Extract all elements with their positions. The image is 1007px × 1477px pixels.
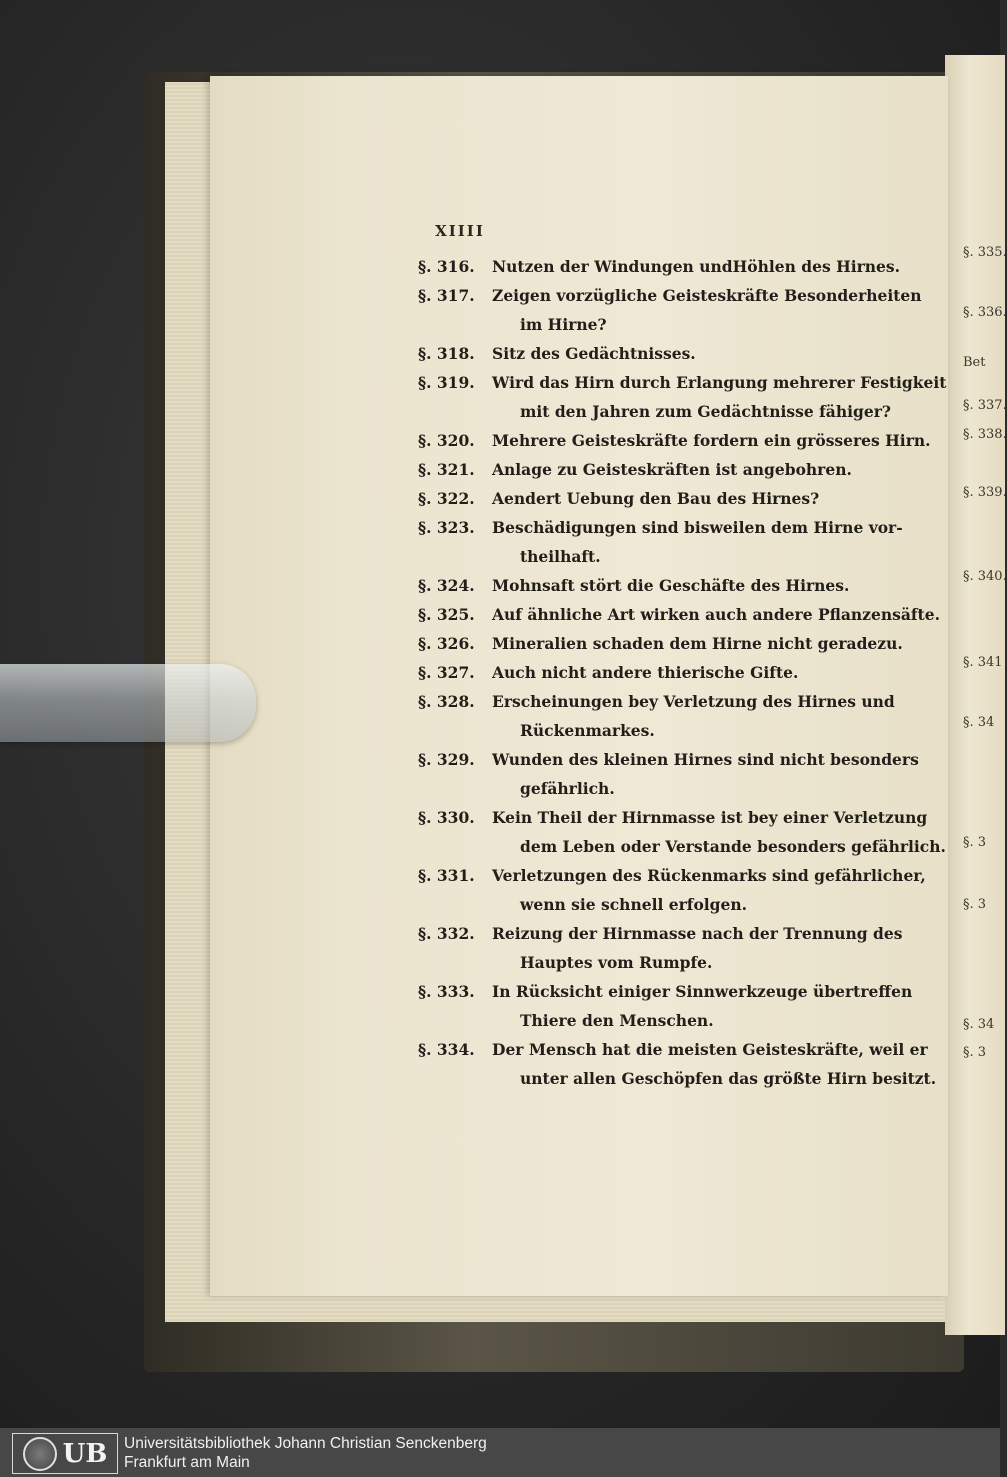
section-title: [492, 455, 888, 484]
facing-page-fragment: §. 34: [963, 1017, 995, 1032]
section-title-line: Reizung der Hirnmasse nach der Trennung des: [492, 924, 903, 943]
toc-entry: [418, 803, 946, 861]
facing-page-fragment: §. 339.: [963, 485, 1007, 500]
section-title-line: Erscheinungen bey Verletzung des Hirnes und: [492, 692, 895, 711]
facing-page-fragment: §. 3: [963, 1045, 987, 1060]
section-title-line: Der Mensch hat die meisten Geisteskräfte, weil er: [492, 1040, 928, 1059]
section-title-line: theilhaft.: [520, 547, 601, 566]
toc-entry: [418, 977, 913, 1035]
toc-entry: [418, 281, 922, 339]
section-number: §. 322.: [418, 489, 475, 508]
toc-entry: [418, 368, 947, 426]
section-title-line: Anlage zu Geisteskräften ist angebohren.: [492, 460, 852, 479]
toc-entry: [418, 252, 901, 281]
toc-entry: [418, 426, 931, 455]
section-title: [492, 339, 888, 368]
section-title: [492, 977, 912, 1035]
table-of-contents: [418, 252, 947, 1093]
section-title-line: Sitz des Gedächtnisses.: [492, 344, 696, 363]
section-title: [492, 919, 902, 977]
section-number: §. 318.: [418, 344, 475, 363]
section-title-line: Auch nicht andere thierische Gifte.: [492, 663, 799, 682]
section-title-line: unter allen Geschöpfen das größte Hirn besitzt.: [520, 1069, 937, 1088]
toc-entry: [418, 513, 903, 571]
section-number: §. 317.: [418, 286, 475, 305]
toc-entry: [418, 687, 895, 745]
section-title: [492, 426, 931, 455]
section-number: §. 320.: [418, 431, 475, 450]
facing-page-fragment: §. 3: [963, 835, 987, 850]
toc-entry: [418, 1035, 937, 1093]
section-title-line: Auf ähnliche Art wirken auch andere Pflanzensäfte.: [492, 605, 940, 624]
toc-entry: [418, 629, 903, 658]
glass-page-weight: [0, 664, 256, 742]
seal-icon: [23, 1437, 57, 1471]
facing-page-fragment: §. 337.: [963, 398, 1007, 413]
facing-page-fragment: §. 340.: [963, 569, 1007, 584]
section-number: §. 316.: [418, 257, 475, 276]
section-title: [492, 484, 888, 513]
facing-page-fragment: §. 341: [963, 655, 1003, 670]
section-number: §. 324.: [418, 576, 475, 595]
section-number: §. 327.: [418, 663, 475, 682]
section-number: §. 319.: [418, 373, 475, 392]
toc-entry: [418, 658, 888, 687]
section-title: [492, 600, 940, 629]
section-title: [492, 571, 888, 600]
section-number: §. 334.: [418, 1040, 475, 1059]
library-name-line2: Frankfurt am Main: [124, 1454, 250, 1471]
toc-entry: [418, 919, 903, 977]
section-title: [492, 252, 900, 281]
section-number: §. 328.: [418, 692, 475, 711]
section-title-line: Rückenmarkes.: [520, 721, 655, 740]
page-number-header: XIIII: [435, 222, 485, 240]
library-logo: [12, 1433, 118, 1474]
section-title-line: In Rücksicht einiger Sinnwerkzeuge übertreffen: [492, 982, 913, 1001]
section-title-line: Mohnsaft stört die Geschäfte des Hirnes.: [492, 576, 850, 595]
logo-text: UB: [62, 1438, 108, 1469]
section-title-line: Hauptes vom Rumpfe.: [520, 953, 713, 972]
section-title-line: Wunden des kleinen Hirnes sind nicht besonders: [492, 750, 919, 769]
section-number: §. 326.: [418, 634, 475, 653]
section-title: [492, 687, 895, 745]
section-title: [492, 629, 903, 658]
section-title-line: Mehrere Geisteskräfte fordern ein grösseres Hirn.: [492, 431, 931, 450]
facing-page-edge: [945, 55, 1005, 1335]
section-number: §. 325.: [418, 605, 475, 624]
section-title-line: Beschädigungen sind bisweilen dem Hirne vor-: [492, 518, 903, 537]
section-number: §. 331.: [418, 866, 475, 885]
section-title-line: Wird das Hirn durch Erlangung mehrerer Festigkeit: [492, 373, 947, 392]
facing-page-fragment: §. 34: [963, 715, 995, 730]
section-title: [492, 803, 946, 861]
section-title: [492, 658, 888, 687]
section-title-line: Verletzungen des Rückenmarks sind gefährlicher,: [492, 866, 926, 885]
section-number: §. 330.: [418, 808, 475, 827]
facing-page-fragment: Bet: [963, 355, 986, 370]
section-title: [492, 861, 926, 919]
toc-entry: [418, 455, 888, 484]
toc-entry: [418, 571, 888, 600]
section-title-line: Zeigen vorzügliche Geisteskräfte Besonderheiten: [492, 286, 922, 305]
section-title-line: dem Leben oder Verstande besonders gefährlich.: [520, 837, 946, 856]
toc-entry: [418, 339, 888, 368]
section-title-line: Nutzen der Windungen undHöhlen des Hirnes.: [492, 257, 901, 276]
section-number: §. 333.: [418, 982, 475, 1001]
section-number: §. 329.: [418, 750, 475, 769]
section-title-line: mit den Jahren zum Gedächtnisse fähiger?: [520, 402, 891, 421]
toc-entry: [418, 484, 888, 513]
section-number: §. 332.: [418, 924, 475, 943]
section-title-line: Thiere den Menschen.: [520, 1011, 714, 1030]
section-title: [492, 1035, 936, 1093]
section-title-line: im Hirne?: [520, 315, 607, 334]
facing-page-fragment: §. 3: [963, 897, 987, 912]
library-name: [124, 1434, 487, 1472]
section-title-line: gefährlich.: [520, 779, 615, 798]
section-title: [492, 513, 903, 571]
section-title-line: Aendert Uebung den Bau des Hirnes?: [492, 489, 820, 508]
facing-page-fragment: §. 335.: [963, 245, 1007, 260]
toc-entry: [418, 745, 919, 803]
facing-page-fragment: §. 336.: [963, 305, 1007, 320]
section-title: [492, 281, 922, 339]
library-name-line1: Universitätsbibliothek Johann Christian Senckenberg: [124, 1435, 487, 1452]
toc-entry: [418, 600, 940, 629]
section-title-line: Kein Theil der Hirnmasse ist bey einer Verletzung: [492, 808, 928, 827]
section-title: [492, 368, 946, 426]
facing-page-fragment: §. 338.: [963, 427, 1007, 442]
section-number: §. 323.: [418, 518, 475, 537]
toc-entry: [418, 861, 926, 919]
section-title: [492, 745, 919, 803]
section-title-line: wenn sie schnell erfolgen.: [520, 895, 748, 914]
section-number: §. 321.: [418, 460, 475, 479]
section-title-line: Mineralien schaden dem Hirne nicht geradezu.: [492, 634, 903, 653]
library-footer: [0, 1428, 1000, 1477]
